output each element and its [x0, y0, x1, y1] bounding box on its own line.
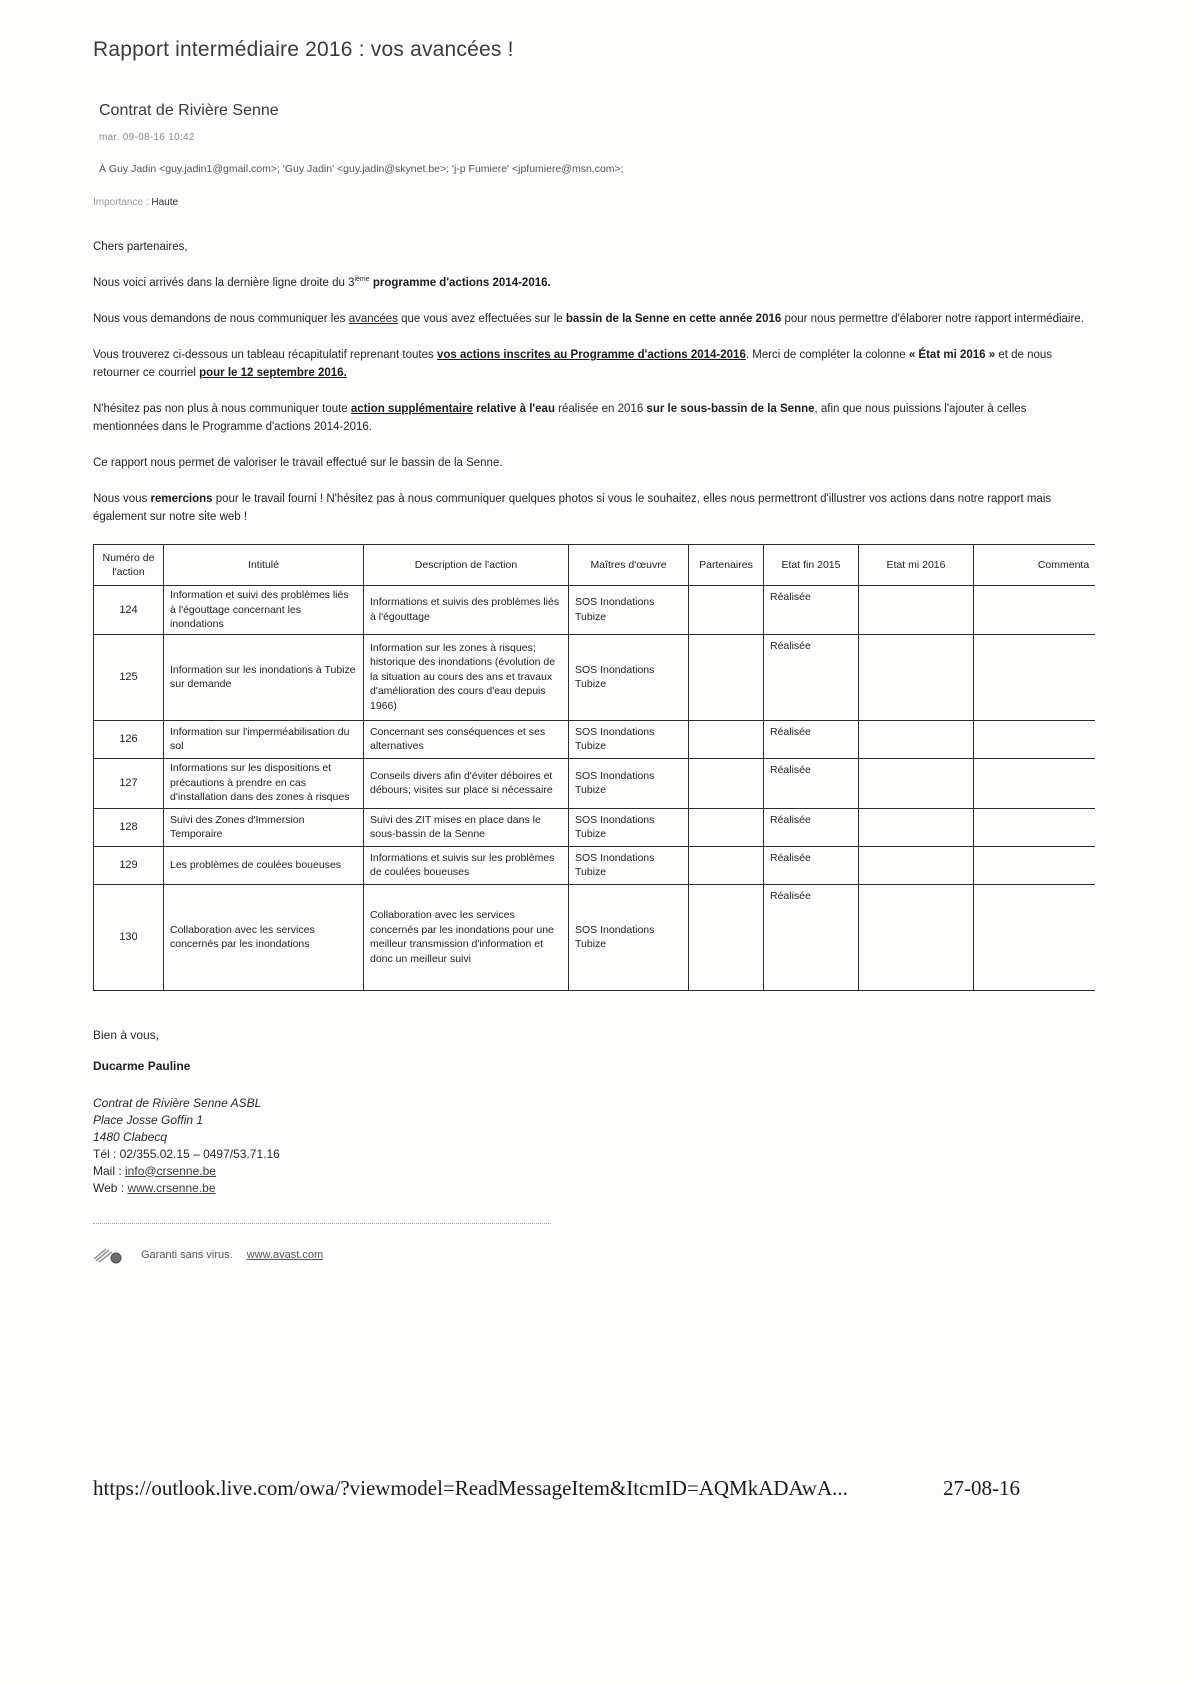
cell-partenaires: [689, 758, 764, 808]
text-run: vos actions inscrites au Programme d'actions 2014-2016: [436, 349, 746, 361]
column-header: Description de l'action: [364, 545, 569, 586]
importance-label: Importance :: [93, 197, 149, 208]
column-header: Etat fin 2015: [764, 545, 859, 586]
cell-partenaires: [689, 884, 764, 990]
text-run: action supplémentaire: [350, 403, 473, 415]
antivirus-row: [93, 1246, 1095, 1264]
cell-commentaire: [974, 634, 1096, 720]
mail-link[interactable]: info@crsenne.be: [125, 1163, 216, 1178]
org-city: 1480 Clabecq: [93, 1129, 168, 1144]
avast-logo-icon: [93, 1246, 127, 1264]
cell-maitre: SOS Inondations Tubize: [569, 846, 689, 884]
cell-partenaires: [689, 586, 764, 635]
avast-link[interactable]: www.avast.com: [246, 1248, 324, 1261]
cell-description: Informations et suivis des problèmes liés à l'égouttage: [364, 586, 569, 635]
text-run: que vous avez effectuées sur le: [397, 313, 566, 325]
cell-commentaire: [974, 846, 1096, 884]
text-run: . Merci de compléter la colonne: [745, 349, 909, 361]
cell-intitule: Collaboration avec les services concernés par les inondations: [164, 884, 364, 990]
importance-row: [93, 197, 1095, 208]
cell-maitre: SOS Inondations Tubize: [569, 586, 689, 635]
text-run: pour nous permettre d'élaborer notre rapport intermédiaire.: [781, 313, 1084, 325]
deadline-emphasis: pour le 12 septembre 2016.: [199, 367, 347, 379]
table-header-row: [94, 545, 1096, 586]
table-row: [94, 884, 1096, 990]
recipients-line: À Guy Jadin <guy.jadin1@gmail.com>; 'Guy Jadin' <guy.jadin@skynet.be>; 'j-p Fumiere' <jpfumiere@msn.com>;: [99, 163, 624, 175]
text-run: programme d'actions 2014-2016.: [369, 277, 551, 289]
text-run: Vous trouverez ci-dessous un tableau récapitulatif reprenant toutes: [93, 349, 437, 361]
cell-etat2016: [859, 758, 974, 808]
cell-intitule: Les problèmes de coulées boueuses: [164, 846, 364, 884]
message-header: [93, 102, 1095, 208]
actions-table: [93, 544, 1095, 991]
text-run: réalisée en 2016: [554, 403, 647, 415]
text-run: , afin que nous puissions l'ajouter à celles mentionnées dans le Programme d'actions 2014-2016.: [93, 403, 1027, 433]
body-paragraph: [93, 310, 1095, 328]
table-row: [94, 720, 1096, 758]
cell-etat2016: [859, 808, 974, 846]
text-run: avancées: [348, 313, 398, 325]
email-date: mar. 09-08-16 10:42: [99, 132, 195, 143]
cell-description: Concernant ses conséquences et ses alternatives: [364, 720, 569, 758]
cell-etat2015: Réalisée: [764, 758, 859, 808]
cell-etat2015: Réalisée: [764, 808, 859, 846]
text-run: N'hésitez pas non plus à nous communiquer toute: [93, 403, 351, 415]
cell-num: 128: [94, 808, 164, 846]
cell-etat2016: [859, 884, 974, 990]
cell-maitre: SOS Inondations Tubize: [569, 634, 689, 720]
cell-partenaires: [689, 846, 764, 884]
cell-intitule: Suivi des Zones d'Immersion Temporaire: [164, 808, 364, 846]
cell-etat2015: Réalisée: [764, 720, 859, 758]
cell-commentaire: [974, 586, 1096, 635]
table-row: [94, 758, 1096, 808]
cell-num: 124: [94, 586, 164, 635]
column-header: Intitulé: [164, 545, 364, 586]
cell-maitre: SOS Inondations Tubize: [569, 808, 689, 846]
web-link[interactable]: www.crsenne.be: [127, 1180, 216, 1195]
table-row: [94, 586, 1096, 635]
cell-num: 130: [94, 884, 164, 990]
cell-maitre: SOS Inondations Tubize: [569, 884, 689, 990]
text-run: « État mi 2016 »: [908, 349, 996, 361]
cell-commentaire: [974, 884, 1096, 990]
cell-commentaire: [974, 720, 1096, 758]
cell-commentaire: [974, 758, 1096, 808]
text-run: Nous voici arrivés dans la dernière ligne droite du 3: [93, 277, 355, 289]
print-footer-url: https://outlook.live.com/owa/?viewmodel=ReadMessageItem&ItcmID=AQMkADAwA...: [93, 1476, 848, 1500]
body-paragraph: [93, 274, 1095, 292]
cell-etat2015: Réalisée: [764, 586, 859, 635]
cell-num: 126: [94, 720, 164, 758]
cell-description: Collaboration avec les services concernés par les inondations pour une meilleur transmission d'information et donc un meilleur suivi: [364, 884, 569, 990]
cell-etat2016: [859, 634, 974, 720]
cell-etat2015: Réalisée: [764, 884, 859, 990]
signer-name: Ducarme Pauline: [93, 1058, 191, 1073]
cell-etat2016: [859, 846, 974, 884]
text-run: Nous vous: [93, 493, 151, 505]
email-subject: Rapport intermédiaire 2016 : vos avancées !: [93, 38, 514, 61]
signature-block: [93, 1027, 1095, 1197]
cell-etat2015: Réalisée: [764, 846, 859, 884]
table-row: [94, 634, 1096, 720]
cell-intitule: Information sur les inondations à Tubize sur demande: [164, 634, 364, 720]
cell-intitule: Information sur l'imperméabilisation du sol: [164, 720, 364, 758]
sender-name: Contrat de Rivière Senne: [99, 102, 279, 119]
cell-num: 125: [94, 634, 164, 720]
mail-line: [93, 1163, 1095, 1180]
text-run: pour le travail fourni ! N'hésitez pas à nous communiquer quelques photos si vous le souhaitez, elles nous permettront d'illustrer vos actions dans notre rapport mais également sur notre site web !: [93, 493, 1052, 523]
text-run: bassin de la Senne en cette année 2016: [565, 313, 782, 325]
text-run: remercions: [150, 493, 213, 505]
cell-etat2016: [859, 720, 974, 758]
cell-description: Informations et suivis sur les problèmes de coulées boueuses: [364, 846, 569, 884]
body-paragraph: [93, 346, 1095, 382]
print-footer-date: 27-08-16: [943, 1476, 1020, 1500]
mail-label: Mail :: [93, 1163, 126, 1178]
text-run: ième: [354, 276, 370, 284]
dotted-divider: [93, 1223, 551, 1224]
table-row: [94, 846, 1096, 884]
text-run: et de nous retourner ce courriel: [93, 349, 1053, 379]
text-run: Nous vous demandons de nous communiquer les: [93, 313, 349, 325]
column-header: Etat mi 2016: [859, 545, 974, 586]
org-name: Contrat de Rivière Senne ASBL: [93, 1095, 262, 1110]
text-run: sur le sous-bassin de la Senne: [646, 403, 815, 415]
column-header: Commenta: [974, 545, 1096, 586]
cell-description: Conseils divers afin d'éviter déboires et débours; visites sur place si nécessaire: [364, 758, 569, 808]
print-footer: [93, 1476, 1020, 1501]
text-run: relative à l'eau: [472, 403, 555, 415]
cell-description: Suivi des ZIT mises en place dans le sous-bassin de la Senne: [364, 808, 569, 846]
closing-line: Bien à vous,: [93, 1027, 160, 1042]
greeting: Chers partenaires,: [93, 241, 188, 253]
cell-partenaires: [689, 808, 764, 846]
phone-line: Tél : 02/355.02.15 – 0497/53.71.16: [93, 1146, 280, 1161]
column-header: Partenaires: [689, 545, 764, 586]
body-paragraph: [93, 400, 1095, 436]
cell-etat2016: [859, 586, 974, 635]
cell-partenaires: [689, 720, 764, 758]
cell-description: Information sur les zones à risques; historique des inondations (évolution de la situation au cours des ans et travaux d'amélioration des cours d'eau depuis 1966): [364, 634, 569, 720]
cell-maitre: SOS Inondations Tubize: [569, 720, 689, 758]
email-body: [93, 238, 1095, 526]
importance-value: Haute: [151, 197, 179, 208]
actions-table-clip: [93, 544, 1095, 991]
body-paragraph: [93, 490, 1095, 526]
web-label: Web :: [93, 1180, 128, 1195]
cell-intitule: Informations sur les dispositions et précautions à prendre en cas d'installation dans des zones à risques: [164, 758, 364, 808]
antivirus-note: Garanti sans virus.: [141, 1248, 233, 1261]
cell-num: 129: [94, 846, 164, 884]
web-line: [93, 1180, 1095, 1197]
cell-intitule: Information et suivi des problèmes liés à l'égouttage concernant les inondations: [164, 586, 364, 635]
cell-num: 127: [94, 758, 164, 808]
cell-etat2015: Réalisée: [764, 634, 859, 720]
cell-commentaire: [974, 808, 1096, 846]
table-row: [94, 808, 1096, 846]
org-street: Place Josse Goffin 1: [93, 1112, 204, 1127]
cell-partenaires: [689, 634, 764, 720]
cell-maitre: SOS Inondations Tubize: [569, 758, 689, 808]
column-header: Maîtres d'œuvre: [569, 545, 689, 586]
column-header: Numéro de l'action: [94, 545, 164, 586]
body-paragraph: Ce rapport nous permet de valoriser le travail effectué sur le bassin de la Senne.: [93, 457, 503, 469]
